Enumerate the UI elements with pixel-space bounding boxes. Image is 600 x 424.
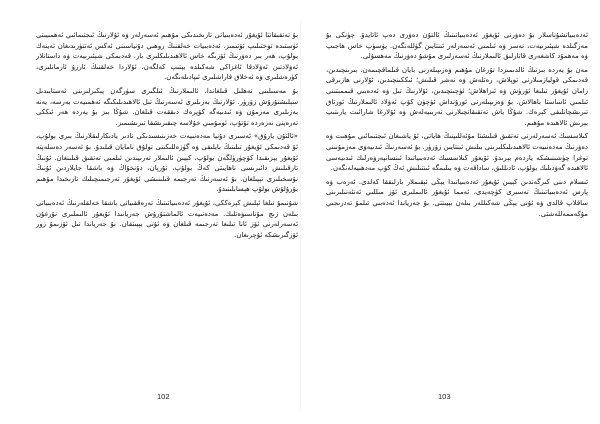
left-paragraph-2: بۇ مەسىلىنى تەھلىل قىلغاندا، ئالىملارنىڭ ئىلگىرى سۈرگەن پىكىرلىرىنى ئەستايىدىل سېلىشتۇرۇش زۆرۈر. ئۇلارنىڭ بەزىلىرى ئەسەرنىڭ تىل ئالاھىدىلىكىگە ئەھمىيەت بەرسە، يەنە بەزىلىرى مەزمۇن ۋە ئىدىيەگە كۆپرەك دىققەت قىلغان. شۇڭا بىز بۇ يەردە ھەر ئىككى تەرەپنى نەزەردە تۇتۇپ، ئومۇمىي خۇلاسە چىقىرىشقا تىرىشىمىز. [36,86,298,127]
right-page [326,30,588,390]
left-paragraph-1: بۇ تەتقىقاتتا ئۇيغۇر ئەدەبىياتى تارىخىدىكى مۇھىم ئەسەرلەر ۋە ئۇلارنىڭ ئىجتىمائىي ئەھمىيىتى ئۈستىدە توختىلىپ ئۆتىمىز. ئەدەبىيات خەلقنىڭ روھىي دۇنياسىنى ئەكس ئەتتۈرىدىغان ئەينەك بولۇپ، ھەر بىر دەۋرنىڭ ئۆزىگە خاس ئالاھىدىلىكلىرى بار. قەدىمكى شېئىرىيەت ۋە داستانلار ئەۋلادتىن ئەۋلادقا ئاغزاكى شەكىلدە يېتىپ كەلگەن، ئۇلاردا خەلقنىڭ ئارزۇ ئارمانلىرى، كۈرەشلىرى ۋە ئەخلاق قاراشلىرى ئىپادىلەنگەن. [36,31,298,82]
right-paragraph-1: ئەدەبىياتشۇناسلار بۇ دەۋرنى ئۇيغۇر ئەدەبىياتىنىڭ ئالتۇن دەۋرى دەپ ئاتايدۇ. چۈنكى بۇ مەزگىلدە شېئىرىيەت، نەسر ۋە ئىلمىي ئەسەرلەر ئىنتايىن گۈللەنگەن. يۈسۈپ خاس ھاجىپ ۋە مەھمۇد كاشغەرى قاتارلىق ئالىملارنىڭ ئەسەرلىرى مۇشۇ دەۋرنىڭ مەھسۇلى. [326,31,588,61]
right-paragraph-3: كىلاسسىك ئەسەرلەرنى تەتقىق قىلىشتا مۇئەللىپنىڭ ھاياتى، ئۇ ياشىغان ئىجتىمائىي مۇھىت ۋە دەۋرنىڭ مەدەنىيەت ئالاھىدىلىكلىرىنى بىلىش ئىنتايىن زۆرۈر. بۇ ئەسەرنىڭ ئىدىيەۋى مەزمۇنىنى توغرا چۈشىنىشكە ياردەم بېرىدۇ. ئۇيغۇر كىلاسسىك ئەدەبىياتىدا ئىنسانپەرۋەرلىك ئىدىيەسى ئالاھىدە گەۋدىلىك بولۇپ، ئادىللىق، ساداقەت ۋە بىلىمگە ئىنتىلىش ئەڭ كۆپ مەدھىيەلەنگەن. [326,132,588,173]
book-gutter [300,20,301,410]
left-paragraph-4: شۇنىمۇ تىلغا ئېلىش كېرەككى، ئۇيغۇر ئەدەبىياتىنىڭ تەرەققىياتى باشقا خەلقلەرنىڭ ئەدەبىياتى بىلەن زىچ مۇناسىۋەتلىك. مەدەنىيەت ئالماشتۇرۇش جەريانىدا ئۇيغۇر ئالىملىرى نۇرغۇن ئەسەرلەرنى ئۆز ئانا تىلىغا تەرجىمە قىلغان ۋە ئۇنى بېيىتقان. بۇ جەرياندا تىل ئۆزىمۇ زور ئۆزگىرىشكە ئۇچرىغان. [36,198,298,239]
left-page-number: 102 [157,392,170,401]
right-paragraph-2: مەن بۇ يەردە بىزنىڭ ئالدىمىزدا تۇرغان مۇھىم ۋەزىپىلەرنى بايان قىلماقچىمەن. بىرىنچىدىن، قەدىمكى قوليازمىلارنى توپلاش، رەتلەش ۋە نەشر قىلىش؛ ئىككىنچىدىن، ئۇلارنى ھازىرقى زامان ئۇيغۇر تىلىغا ئۆرۈش ۋە ئىزاھلاش؛ ئۈچىنچىدىن، ئۇلارنىڭ تىل ۋە ئەدەبىي قىممىتىنى ئىلمىي ئاساستا باھالاش. بۇ ۋەزىپىلەرنى ئورۇنداش ئۈچۈن كۆپ ئەۋلاد ئالىملارنىڭ ئورتاق تىرىشچانلىقى كېرەك. شۇڭا ياش تەتقىقاتچىلارنى تەربىيەلەش ۋە ئۇلارغا شارائىت يارىتىپ بېرىش ئالاھىدە مۇھىم. [326,65,588,127]
right-paragraph-4: ئىسلام دىنى كىرگەندىن كېيىن ئۇيغۇر ئەدەبىياتىدا يېڭى ئېقىملار بارلىققا كەلدى. ئەرەب ۋە پارس ئەدەبىياتىنىڭ تەسىرى كۈچەيدى، ئەمما ئۇيغۇر ئالىملىرى ئۆز مىللىي ئەنئەنىلىرىنى ساقلاپ قالدى ۋە ئۇنى يېڭى شەكىللەر بىلەن بېيىتتى. بۇ جەرياندا ئەدەبىي تىلمۇ تەدرىجىي مۇكەممەللەشتى. [326,177,588,218]
left-page [36,30,298,390]
right-page-number: 103 [438,392,451,401]
left-paragraph-3: «ئالتۇن يارۇق» ئەسىرى دۇنيا مەدەنىيەت خەزىنىسىدىكى نادىر يادىكارلىقلارنىڭ بىرى بولۇپ، ئۇ قەدىمكى ئۇيغۇر تىلىنىڭ بايلىقى ۋە گۈزەللىكىنى تولۇق نامايان قىلىدۇ. بۇ ئەسەر دەسلەپتە ئۇيغۇر يېزىقىدا كۆچۈرۈلگەن بولۇپ، كېيىن ئالىملار تەرىپىدىن ئىلمىي تەتقىق قىلىنغان. ئۇنىڭ تارقىلىش دائىرىسى ناھايىتى كەڭ بولۇپ، تۇرپان، دۇنخۇاڭ ۋە باشقا جايلاردىن ئۇنىڭ نۇسخىلىرى تېپىلغان. بۇ ئەسەرنىڭ تەرجىمە قىلىنىشى ئۇيغۇر تەرجىمىچىلىك تارىخىدا مۇھىم بۇرۇلۇش بولۇپ ھېسابلىنىدۇ. [36,132,298,194]
